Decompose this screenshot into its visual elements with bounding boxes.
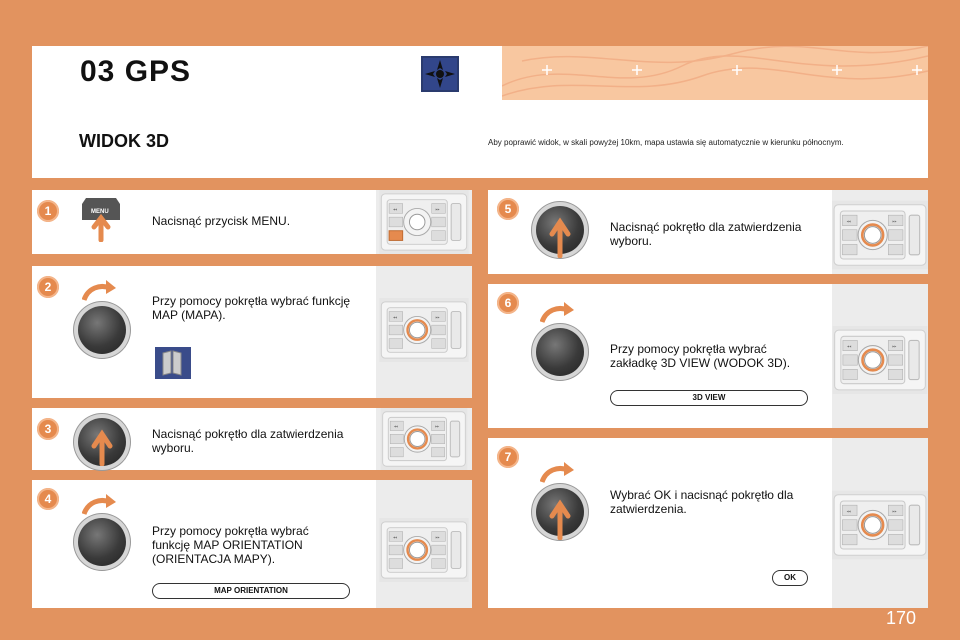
radio-unit-4 xyxy=(376,518,472,582)
press-arrow-icon xyxy=(548,498,572,540)
map-orientation-pill[interactable]: MAP ORIENTATION xyxy=(152,583,350,599)
section-title: WIDOK 3D xyxy=(79,131,169,151)
page-title: 03 GPS xyxy=(80,55,192,88)
curved-arrow-icon xyxy=(82,280,118,302)
radio-unit-2 xyxy=(376,298,472,362)
press-arrow-icon xyxy=(90,428,114,466)
rotary-knob-icon[interactable] xyxy=(78,306,126,354)
radio-unit-1 xyxy=(376,190,472,254)
section-note: Aby poprawić widok, w skali powyżej 10km, mapa ustawia się automatycznie w kierunku północnym. xyxy=(488,138,844,147)
step-4-text: Przy pomocy pokrętła wybrać funkcję MAP ORIENTATION (ORIENTACJA MAPY). xyxy=(152,524,309,566)
rotary-knob-icon[interactable] xyxy=(536,328,584,376)
step-6-text: Przy pomocy pokrętła wybrać zakładkę 3D VIEW (WODOK 3D). xyxy=(610,342,791,370)
header-map-decoration xyxy=(502,46,928,100)
radio-unit-5 xyxy=(832,200,928,270)
radio-unit-3 xyxy=(376,408,472,470)
step-5-text: Nacisnąć pokrętło dla zatwierdzenia wyboru. xyxy=(610,220,802,248)
step-3-badge: 3 xyxy=(37,418,59,440)
press-arrow-icon xyxy=(548,216,572,258)
step-2-text: Przy pomocy pokrętła wybrać funkcję MAP (MAPA). xyxy=(152,294,351,322)
step-1-text: Nacisnąć przycisk MENU. xyxy=(152,214,291,228)
step-7-badge: 7 xyxy=(497,446,519,468)
radio-unit-6 xyxy=(832,326,928,394)
map-folder-icon xyxy=(155,347,191,379)
ok-pill[interactable]: OK xyxy=(772,570,808,586)
curved-arrow-icon xyxy=(540,462,576,484)
menu-button-icon[interactable] xyxy=(80,196,122,242)
step-5-badge: 5 xyxy=(497,198,519,220)
step-3-text: Nacisnąć pokrętło dla zatwierdzenia wyboru. xyxy=(152,427,344,455)
curved-arrow-icon xyxy=(82,494,118,516)
radio-unit-7 xyxy=(832,490,928,560)
gps-crosshair-icon xyxy=(421,56,459,92)
svg-text:MENU: MENU xyxy=(91,209,109,215)
step-7-text: Wybrać OK i nacisnąć pokrętło dla zatwierdzenia. xyxy=(610,488,794,516)
step-1-badge: 1 xyxy=(37,200,59,222)
step-2-badge: 2 xyxy=(37,276,59,298)
step-6-badge: 6 xyxy=(497,292,519,314)
3d-view-pill[interactable]: 3D VIEW xyxy=(610,390,808,406)
curved-arrow-icon xyxy=(540,302,576,324)
page-number: 170 xyxy=(885,608,916,628)
rotary-knob-icon[interactable] xyxy=(78,518,126,566)
step-4-badge: 4 xyxy=(37,488,59,510)
